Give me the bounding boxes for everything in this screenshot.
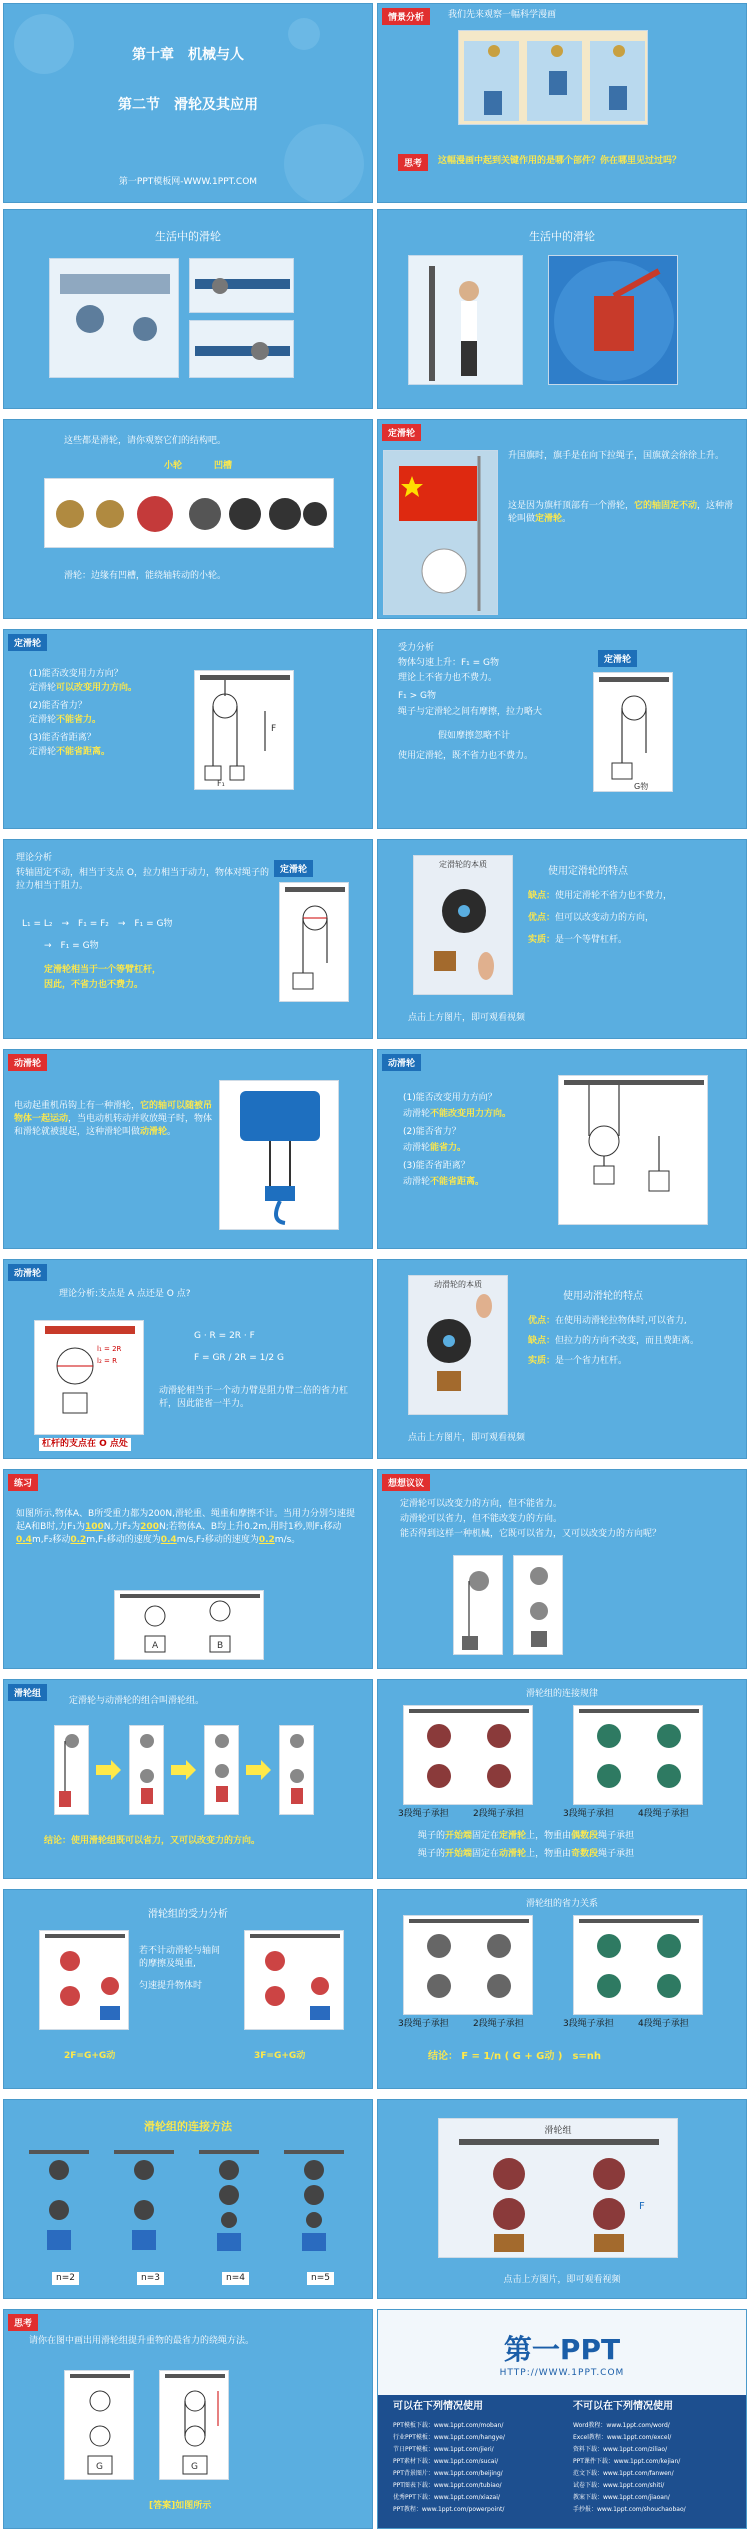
line-2: 物体匀速上升：F₁ = G物 bbox=[398, 658, 500, 668]
methods-title: 滑轮组的连接方法 bbox=[144, 2120, 232, 2133]
question-2: (2)能否省力？ bbox=[403, 1127, 461, 1137]
answer-1: 定滑轮可以改变用力方向。 bbox=[29, 683, 138, 693]
photo-drawing bbox=[50, 259, 180, 379]
image-rules-left bbox=[403, 1705, 533, 1805]
diagram-drawing bbox=[454, 1556, 504, 1656]
comic-drawing bbox=[459, 31, 649, 126]
slide-ad[interactable] bbox=[377, 2309, 747, 2529]
photo-gym bbox=[408, 255, 523, 385]
photo-ceiling-pulley bbox=[49, 258, 179, 378]
discussion-line-2: 动滑轮可以省力，但不能改变力的方向。 bbox=[400, 1514, 563, 1524]
list-item[interactable]: PPT素材下载：www.1ppt.com/sucai/ bbox=[393, 2458, 499, 2465]
label-a: A bbox=[152, 1641, 159, 1651]
intro-text: 我们先来观察一幅科学漫画 bbox=[448, 10, 557, 20]
forces-title: 滑轮组的受力分析 bbox=[148, 1909, 228, 1920]
pulley-samples-drawing bbox=[45, 479, 335, 549]
label-weight: G物 bbox=[634, 782, 649, 791]
image-step-4 bbox=[279, 1725, 314, 1815]
prompt-text: 这些都是滑轮，请你观察它们的结构吧。 bbox=[64, 436, 227, 446]
conclusion-2: 因此，不省力也不费力。 bbox=[44, 980, 144, 990]
line-5: 绳子与定滑轮之间有摩擦，拉力略大 bbox=[398, 707, 543, 717]
question-3: (3)能否省距离？ bbox=[403, 1161, 470, 1171]
forces-note-1: 若不计动滑轮与轴间的摩擦及绳重, bbox=[139, 1946, 221, 1969]
photo-drawing bbox=[190, 259, 295, 314]
diagram-drawing bbox=[160, 2371, 230, 2481]
flag-paragraph-2: 这是因为旗杆顶部有一个滑轮，它的轴固定不动，这种滑轮叫做定滑轮。 bbox=[508, 501, 734, 524]
label-force: F bbox=[639, 2201, 645, 2212]
label-wheel: 小轮 bbox=[164, 461, 183, 471]
answer-label: [答案]如图所示 bbox=[149, 2501, 212, 2511]
theory-note: 动滑轮相当于一个动力臂是阻力臂二倍的省力杠杆，因此能省一半力。 bbox=[159, 1386, 349, 1409]
theory-title: 理论分析 bbox=[16, 853, 53, 863]
equation-2: → F₁ = G物 bbox=[44, 941, 99, 951]
image-relation-right bbox=[573, 1915, 703, 2015]
crane-image bbox=[219, 1080, 339, 1230]
think-tag: 思考 bbox=[398, 154, 428, 171]
methods-drawing bbox=[19, 2145, 359, 2265]
video-drawing bbox=[414, 856, 514, 996]
trait-defect: 缺点：使用定滑轮不省力也不费力， bbox=[528, 891, 673, 901]
exercise-diagram bbox=[114, 1590, 264, 1660]
slide-exercise[interactable] bbox=[3, 1469, 373, 1669]
discussion-line-1: 定滑轮可以改变力的方向，但不能省力。 bbox=[400, 1499, 563, 1509]
line-3: 理论上不省力也不费力。 bbox=[398, 673, 498, 683]
caption-3-ropes-b: 3段绳子承担 bbox=[563, 1809, 614, 1819]
photo-drawing bbox=[190, 321, 295, 379]
image-task bbox=[64, 2370, 134, 2480]
slide-movable-theory[interactable] bbox=[3, 1259, 373, 1459]
question-text: 这幅漫画中起到关键作用的是哪个部件？你在哪里见过过吗？ bbox=[438, 156, 682, 166]
crane-paragraph: 电动起重机吊钩上有一种滑轮，它的轴可以随被吊物体一起运动，当电动机转动并收放绳子时，物体和滑轮就被提起，这种滑轮叫做动滑轮。 bbox=[14, 1101, 213, 1137]
label-n4: n=4 bbox=[222, 2272, 249, 2285]
slide-observe[interactable] bbox=[3, 419, 373, 619]
image-step-1 bbox=[54, 1725, 89, 1815]
slide-block-video[interactable] bbox=[377, 2099, 747, 2299]
formula-3: 3F=G+G动 bbox=[254, 2051, 306, 2061]
lever-diagram bbox=[34, 1320, 144, 1435]
diagram-drawing bbox=[574, 1916, 704, 2016]
label-weight: G bbox=[191, 2462, 198, 2472]
flag-drawing bbox=[384, 451, 499, 616]
photo-drawing bbox=[549, 256, 679, 386]
slide-flag[interactable] bbox=[377, 419, 747, 619]
list-item[interactable]: 行业PPT模板：www.1ppt.com/hangye/ bbox=[393, 2434, 505, 2441]
slide-title: 生活中的滑轮 bbox=[529, 230, 595, 243]
slide-block[interactable] bbox=[3, 1679, 373, 1879]
flag-image bbox=[383, 450, 498, 615]
video-drawing bbox=[439, 2119, 679, 2259]
theory-title: 理论分析:支点是 A 点还是 O 点? bbox=[59, 1289, 191, 1299]
trait-essence: 实质：是一个省力杠杆。 bbox=[528, 1356, 628, 1366]
slide-fixed-questions[interactable] bbox=[3, 629, 373, 829]
slide-life-pulleys-2[interactable] bbox=[377, 209, 747, 409]
list-item[interactable]: 范文下载：www.1ppt.com/fanwen/ bbox=[573, 2470, 674, 2477]
slide-think[interactable] bbox=[3, 2309, 373, 2529]
label-weight: G bbox=[96, 2462, 103, 2472]
answer-1: 动滑轮不能改变用力方向。 bbox=[403, 1109, 512, 1119]
video-header: 定滑轮的本质 bbox=[439, 860, 487, 869]
list-item[interactable]: PPT课件下载：www.1ppt.com/kejian/ bbox=[573, 2458, 681, 2465]
diagram-drawing bbox=[35, 1321, 145, 1436]
list-item[interactable]: PPT背景图片：www.1ppt.com/beijing/ bbox=[393, 2470, 503, 2477]
list-item[interactable]: Excel教程：www.1ppt.com/excel/ bbox=[573, 2434, 672, 2441]
label-n2: n=2 bbox=[52, 2272, 79, 2285]
diagram-drawing bbox=[55, 1726, 90, 1816]
diagram-drawing bbox=[514, 1556, 564, 1656]
force-diagram bbox=[593, 672, 673, 792]
label-force-1: F₁ bbox=[217, 779, 225, 788]
label-force: F bbox=[271, 724, 277, 734]
image-pulley-left bbox=[453, 1555, 503, 1655]
image-pulley-right bbox=[513, 1555, 563, 1655]
caption-2-ropes: 2段绳子承担 bbox=[473, 1809, 524, 1819]
diagram-drawing bbox=[205, 1726, 240, 1816]
video-header: 动滑轮的本质 bbox=[434, 1280, 482, 1289]
slide-scenario[interactable] bbox=[377, 3, 747, 203]
chapter-title: 第十章 机械与人 bbox=[132, 47, 244, 63]
photo-drawing bbox=[409, 256, 524, 386]
conclusion-1: 定滑轮相当于一个等臂杠杆， bbox=[44, 965, 162, 975]
video-thumbnail[interactable] bbox=[413, 855, 513, 995]
traits-title: 使用动滑轮的特点 bbox=[563, 1291, 643, 1302]
question-1: (1)能否改变用力方向？ bbox=[29, 669, 123, 679]
video-caption: 点击上方图片，即可观看视频 bbox=[503, 2275, 621, 2285]
list-item[interactable]: 优秀PPT下载：www.1ppt.com/xiazai/ bbox=[393, 2494, 500, 2501]
section-title: 第二节 滑轮及其应用 bbox=[118, 97, 258, 113]
brand-logo[interactable]: 第一PPT bbox=[503, 2333, 621, 2366]
flag-paragraph-1: 升国旗时，旗手是在向下拉绳子，国旗就会徐徐上升。 bbox=[508, 451, 725, 461]
equation-1: L₁ = L₂ → F₁ = F₂ → F₁ = G物 bbox=[22, 919, 173, 929]
video-thumbnail[interactable] bbox=[408, 1275, 508, 1415]
list-1 bbox=[393, 2420, 563, 2516]
slide-fixed-theory[interactable] bbox=[3, 839, 373, 1039]
caption-3: 3段绳子承担 bbox=[563, 2019, 614, 2029]
lever-diagram bbox=[279, 882, 349, 1002]
arrow-icon bbox=[171, 1760, 196, 1780]
label-n3: n=3 bbox=[137, 2272, 164, 2285]
slide-tag: 定滑轮 bbox=[382, 424, 421, 441]
photo-pulley-3 bbox=[189, 320, 294, 378]
forces-note-2: 匀速提升物体时 bbox=[139, 1981, 203, 1991]
label-b: B bbox=[217, 1641, 224, 1651]
list-item[interactable]: 试卷下载：www.1ppt.com/shiti/ bbox=[573, 2482, 665, 2489]
slide-tag: 情景分析 bbox=[382, 8, 430, 25]
rule-1: 绳子的开始端固定在定滑轮上，物重由偶数段绳子承担 bbox=[418, 1831, 635, 1841]
rule-2: 绳子的开始端固定在动滑轮上，物重由奇数段绳子承担 bbox=[418, 1849, 635, 1859]
question-3: (3)能否省距离？ bbox=[29, 733, 96, 743]
slide-movable-questions[interactable] bbox=[377, 1049, 747, 1249]
answer-2: 动滑轮能省力。 bbox=[403, 1143, 467, 1153]
caption-3-ropes: 3段绳子承担 bbox=[398, 1809, 449, 1819]
list-item[interactable]: PPT图表下载：www.1ppt.com/tubiao/ bbox=[393, 2482, 502, 2489]
list-2 bbox=[573, 2420, 743, 2516]
slide-block-forces[interactable] bbox=[3, 1889, 373, 2089]
fixed-pulley-diagram bbox=[194, 670, 294, 790]
slide-life-pulleys-1[interactable] bbox=[3, 209, 373, 409]
slide-block-rules[interactable] bbox=[377, 1679, 747, 1879]
diagram-drawing bbox=[574, 1706, 704, 1806]
list-item[interactable]: Word教程：www.1ppt.com/word/ bbox=[573, 2422, 670, 2429]
photo-crane bbox=[548, 255, 678, 385]
trait-advantage: 优点：在使用动滑轮拉物体时,可以省力, bbox=[528, 1316, 687, 1326]
diagram-drawing bbox=[404, 1706, 534, 1806]
list-item[interactable]: 资料下载：www.1ppt.com/ziliao/ bbox=[573, 2446, 668, 2453]
formula-2: 2F=G+G动 bbox=[64, 2051, 116, 2061]
label-arm-2: l₂ = R bbox=[97, 1357, 117, 1365]
label-n5: n=5 bbox=[307, 2272, 334, 2285]
brand-url[interactable]: HTTP://WWW.1PPT.COM bbox=[499, 2368, 625, 2378]
crane-drawing bbox=[220, 1081, 340, 1231]
slide-tag: 定滑轮 bbox=[274, 860, 313, 877]
slide-tag: 思考 bbox=[8, 2314, 38, 2331]
line-7: 使用定滑轮，既不省力也不费力。 bbox=[398, 751, 534, 761]
slide-title: 生活中的滑轮 bbox=[155, 230, 221, 243]
video-title: 滑轮组 bbox=[544, 2126, 572, 2136]
slide-tag: 动滑轮 bbox=[8, 1054, 47, 1071]
question-2: (2)能否省力？ bbox=[29, 701, 87, 711]
equation-1: G · R = 2R · F bbox=[194, 1331, 255, 1341]
list-item[interactable]: PPT教程：www.1ppt.com/powerpoint/ bbox=[393, 2506, 505, 2513]
video-caption: 点击上方图片，即可观看视频 bbox=[408, 1433, 526, 1443]
image-rules-right bbox=[573, 1705, 703, 1805]
caption-4-ropes: 4段绳子承担 bbox=[638, 1809, 689, 1819]
trait-advantage: 优点：但可以改变动力的方向， bbox=[528, 913, 655, 923]
diagram-drawing bbox=[115, 1591, 265, 1661]
video-caption: 点击上方图片，即可观看视频 bbox=[408, 1013, 526, 1023]
line-6: 假如摩擦忽略不计 bbox=[438, 731, 511, 741]
diagram-drawing bbox=[245, 1931, 345, 2031]
pulley-definition: 滑轮：边缘有凹槽，能绕轴转动的小轮。 bbox=[64, 571, 227, 581]
arrow-icon bbox=[246, 1760, 271, 1780]
image-step-2 bbox=[129, 1725, 164, 1815]
pulley-samples-image bbox=[44, 478, 334, 548]
diagram-drawing bbox=[40, 1931, 130, 2031]
photo-pulley-2 bbox=[189, 258, 294, 313]
diagram-drawing bbox=[404, 1916, 534, 2016]
video-drawing bbox=[409, 1276, 509, 1416]
column-1-title: 可以在下列情况使用 bbox=[393, 2401, 483, 2412]
question-1: (1)能否改变用力方向？ bbox=[403, 1093, 497, 1103]
slide-movable-crane[interactable] bbox=[3, 1049, 373, 1249]
image-answer bbox=[159, 2370, 229, 2480]
comic-image[interactable] bbox=[458, 30, 648, 125]
slide-tag: 想想议议 bbox=[382, 1474, 430, 1491]
diagram-drawing bbox=[280, 1726, 315, 1816]
slide-movable-essence[interactable] bbox=[377, 1259, 747, 1459]
slide-title[interactable] bbox=[3, 3, 373, 203]
caption-2: 2段绳子承担 bbox=[473, 2019, 524, 2029]
label-groove: 凹槽 bbox=[214, 461, 233, 471]
slide-fixed-essence[interactable] bbox=[377, 839, 747, 1039]
image-step-3 bbox=[204, 1725, 239, 1815]
block-conclusion: 结论：使用滑轮组既可以省力，又可以改变力的方向。 bbox=[44, 1836, 261, 1846]
website-label: 第一PPT模板网-WWW.1PPT.COM bbox=[118, 177, 258, 187]
slide-tag: 动滑轮 bbox=[8, 1264, 47, 1281]
list-item[interactable]: PPT模板下载：www.1ppt.com/moban/ bbox=[393, 2422, 504, 2429]
arrow-icon bbox=[96, 1760, 121, 1780]
diagram-drawing bbox=[65, 2371, 135, 2481]
slide-tag: 定滑轮 bbox=[598, 650, 637, 667]
rules-header: 滑轮组的连接规律 bbox=[525, 1689, 598, 1699]
image-forces-right bbox=[244, 1930, 344, 2030]
think-question: 请你在图中画出用滑轮组提升重物的最省力的绕绳方法。 bbox=[29, 2336, 255, 2346]
slide-block-relation[interactable] bbox=[377, 1889, 747, 2089]
caption-4: 4段绳子承担 bbox=[638, 2019, 689, 2029]
list-item[interactable]: 教案下载：www.1ppt.com/jiaoan/ bbox=[573, 2494, 670, 2501]
list-item[interactable]: 手抄报：www.1ppt.com/shouchaobao/ bbox=[573, 2506, 686, 2513]
relation-conclusion: 结论： F = 1/n ( G + G动 ) s=nh bbox=[428, 2051, 602, 2062]
slide-fixed-forces[interactable] bbox=[377, 629, 747, 829]
column-2-title: 不可以在下列情况使用 bbox=[573, 2401, 673, 2412]
image-forces-left bbox=[39, 1930, 129, 2030]
fulcrum-caption: 杠杆的支点在 O 点处 bbox=[39, 1438, 131, 1451]
relation-header: 滑轮组的省力关系 bbox=[525, 1899, 598, 1909]
theory-text: 转轴固定不动，相当于支点 O，拉力相当于动力，物体对绳子的拉力相当于阻力。 bbox=[16, 868, 269, 891]
list-item[interactable]: 节日PPT模板：www.1ppt.com/jieri/ bbox=[393, 2446, 494, 2453]
answer-2: 定滑轮不能省力。 bbox=[29, 715, 102, 725]
traits-title: 使用定滑轮的特点 bbox=[548, 866, 628, 877]
slide-tag: 定滑轮 bbox=[8, 634, 47, 651]
block-title: 定滑轮与动滑轮的组合叫滑轮组。 bbox=[69, 1696, 205, 1706]
slide-tag: 动滑轮 bbox=[382, 1054, 421, 1071]
caption-1: 3段绳子承担 bbox=[398, 2019, 449, 2029]
slide-block-methods[interactable] bbox=[3, 2099, 373, 2299]
trait-essence: 实质：是一个等臂杠杆。 bbox=[528, 935, 628, 945]
diagram-drawing bbox=[280, 883, 350, 1003]
video-thumbnail[interactable] bbox=[438, 2118, 678, 2258]
discussion-line-3: 能否得到这样一种机械，它既可以省力，又可以改变力的方向呢？ bbox=[400, 1529, 662, 1539]
trait-defect: 缺点：但拉力的方向不改变，而且费距离。 bbox=[528, 1336, 700, 1346]
diagram-drawing bbox=[195, 671, 295, 791]
slide-tag: 滑轮组 bbox=[8, 1684, 47, 1701]
diagram-drawing bbox=[130, 1726, 165, 1816]
answer-3: 定滑轮不能省距离。 bbox=[29, 747, 111, 757]
line-4: F₁ > G物 bbox=[398, 691, 437, 701]
diagram-drawing bbox=[594, 673, 674, 793]
answer-3: 动滑轮不能省距离。 bbox=[403, 1177, 485, 1187]
label-arm-1: l₁ = 2R bbox=[97, 1345, 122, 1353]
slide-discussion[interactable] bbox=[377, 1469, 747, 1669]
equation-2: F = GR / 2R = 1/2 G bbox=[194, 1353, 284, 1363]
line-1: 受力分析 bbox=[398, 643, 435, 653]
slide-tag: 练习 bbox=[8, 1474, 38, 1491]
movable-pulley-diagram bbox=[558, 1075, 708, 1225]
diagram-drawing bbox=[559, 1076, 709, 1226]
exercise-text: 如图所示,物体A、B所受重力都为200N,滑轮重、绳重和摩擦不计。当用力分别匀速提起A和B时,力F₁为100N,力F₂为200N;若物体A、B均上升0.2m,用时1秒,则F₁移动0.4m,F₂移动0.2m,F₁移动的速度为0.4m/s,F₂移动的速度为0.2m/s。 bbox=[16, 1509, 355, 1545]
image-relation-left bbox=[403, 1915, 533, 2015]
